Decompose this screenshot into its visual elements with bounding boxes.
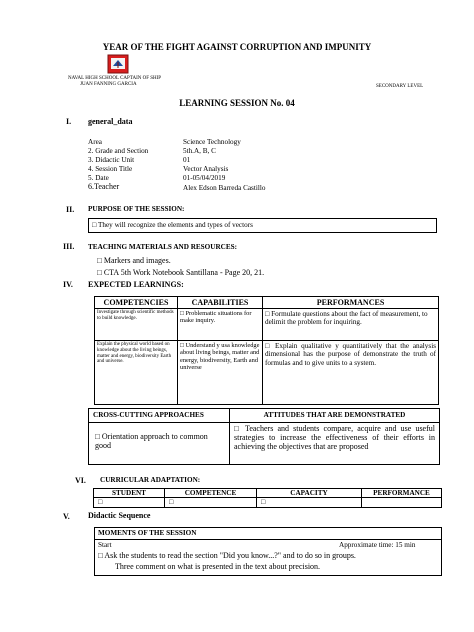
general-data-label-teacher: 6.Teacher xyxy=(88,182,120,191)
col-crosscutting-approaches: CROSS-CUTTING APPROACHES xyxy=(89,409,230,423)
col-student: STUDENT xyxy=(94,489,165,498)
section-2-heading: PURPOSE OF THE SESSION: xyxy=(88,205,185,213)
general-data-value-area: Science Technology xyxy=(183,138,241,146)
school-level: SECONDARY LEVEL xyxy=(376,84,424,89)
col-competencies: COMPETENCIES xyxy=(95,297,178,309)
col-capacity: CAPACITY xyxy=(257,489,362,498)
curricular-adaptation-table xyxy=(93,488,442,508)
col-capabilities: CAPABILITIES xyxy=(178,297,263,309)
moments-title: MOMENTS OF THE SESSION xyxy=(98,529,197,537)
performance-cell: □ Explain qualitative y quantitatively that the analysis dimensional has the purpose of demonstrate the truth of formulas and to give units to a system. xyxy=(263,341,439,405)
performance-cell: □ Formulate questions about the fact of measurement, to delimit the problem for inquiring. xyxy=(263,309,439,341)
col-attitudes: ATTITUDES THAT ARE DEMONSTRATED xyxy=(230,409,440,423)
moments-content-box xyxy=(94,539,442,576)
table-row xyxy=(95,309,439,341)
material-item-2: □ CTA 5th Work Notebook Santillana - Page 20, 21. xyxy=(97,268,265,277)
moment-line-2: Three comment on what is presented in the text about precision. xyxy=(115,562,321,571)
section-5-number: V. xyxy=(63,512,70,521)
performance-cell xyxy=(362,498,442,508)
session-title: LEARNING SESSION No. 04 xyxy=(179,98,295,108)
col-performances: PERFORMANCES xyxy=(263,297,439,309)
general-data-value-grade: 5th.A, B, C xyxy=(183,147,216,155)
competence-cell: □ xyxy=(165,498,257,508)
section-6-heading: CURRICULAR ADAPTATION: xyxy=(100,476,201,484)
section-3-heading: TEACHING MATERIALS AND RESOURCES: xyxy=(88,243,238,251)
table-row xyxy=(94,498,442,508)
expected-learnings-table xyxy=(94,296,439,405)
capacity-cell: □ xyxy=(257,498,362,508)
section-4-number: IV. xyxy=(63,280,73,289)
document-header-title: YEAR OF THE FIGHT AGAINST CORRUPTION AND IMPUNITY xyxy=(102,42,372,52)
approach-cell: □ Orientation approach to common good xyxy=(89,423,230,465)
moment-start-label: Start xyxy=(98,541,112,549)
table-row xyxy=(95,341,439,405)
general-data-value-date: 01-05/04/2019 xyxy=(183,174,226,182)
general-data-label-title: 4. Session Title xyxy=(88,165,133,173)
school-name-line1: NAVAL HIGH SCHOOL CAPTAIN OF SHIP xyxy=(68,76,162,81)
section-4-heading: EXPECTED LEARNINGS: xyxy=(88,280,184,289)
general-data-label-unit: 3. Didactic Unit xyxy=(88,156,135,164)
general-data-value-title: Vector Analysis xyxy=(183,165,229,173)
general-data-label-date: 5. Date xyxy=(88,174,109,182)
section-5-heading: Didactic Sequence xyxy=(88,511,151,520)
section-2-number: II. xyxy=(66,205,75,214)
competency-cell: Explain the physical world based on knowledge about the living beings, matter and energy, biodiversity Earth and universe. xyxy=(95,341,178,405)
competency-cell: Investigate through scientific methods to build knowledge. xyxy=(95,309,178,341)
general-data-value-teacher: Alex Edson Barreda Castillo xyxy=(183,184,266,192)
school-name-line2: JUAN FANNING GARCIA xyxy=(80,82,137,87)
capability-cell: □ Problematic situations for make inquiry. xyxy=(178,309,263,341)
section-1-number: I. xyxy=(66,117,72,126)
section-3-number: III. xyxy=(63,242,75,251)
col-competence: COMPETENCE xyxy=(165,489,257,498)
purpose-text: □ They will recognize the elements and types of vectors xyxy=(92,221,253,229)
purpose-box xyxy=(88,218,437,233)
section-6-number: VI. xyxy=(75,476,86,485)
col-performance: PERFORMANCE xyxy=(362,489,442,498)
material-item-1: □ Markers and images. xyxy=(97,256,171,265)
capability-cell: □ Understand y usa knowledge about living beings, matter and energy, biodiversity, Earth and universe xyxy=(178,341,263,405)
section-1-heading: general_data xyxy=(88,117,133,126)
crosscutting-table xyxy=(88,408,440,465)
attitude-cell: □ Teachers and students compare, acquire and use useful strategies to increase the effectiveness of their efforts in achieving the objectives that are proposed xyxy=(230,423,440,465)
school-crest-icon xyxy=(107,54,129,74)
moment-time: Approximate time: 15 min xyxy=(339,541,416,549)
general-data-label-area: Area xyxy=(88,138,102,146)
table-row xyxy=(89,423,440,465)
moment-line-1: □ Ask the students to read the section "Did you know...?" and to do so in groups. xyxy=(98,551,356,560)
student-cell: □ xyxy=(94,498,165,508)
general-data-value-unit: 01 xyxy=(183,156,191,164)
general-data-label-grade: 2. Grade and Section xyxy=(88,147,149,155)
